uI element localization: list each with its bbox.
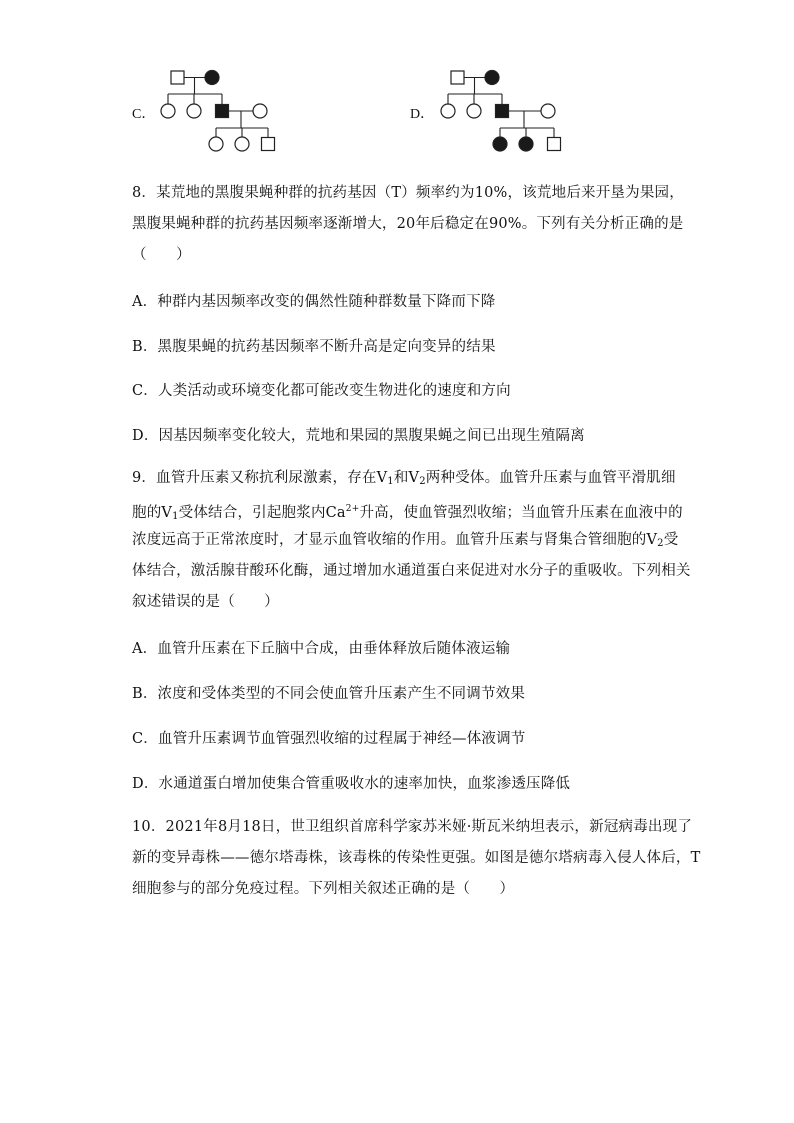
q8-stem-line-2: 黑腹果蝇种群的抗药基因频率逐渐增大，20年后稳定在90%。下列有关分析正确的是: [132, 216, 684, 232]
pedigree-d-son-wife: [541, 104, 555, 118]
q9-stem-line-2: 胞的$V_1$受体结合，引起胞浆内$Ca^{2+}$升高，使血管强烈收缩；当血管升压素在血液中的: [132, 504, 683, 522]
q9-stem-line-3: 浓度远高于正常浓度时，才显示血管收缩的作用。血管升压素与肾集合管细胞的$V_2$受: [132, 532, 679, 549]
q9-option-d[interactable]: D．水通道蛋白增加使集合管重吸收水的速率加快，血浆渗透压降低: [132, 776, 571, 792]
q8-stem-line-3: （ ）: [132, 247, 191, 263]
pedigree-c-grandchild-1: [209, 137, 223, 151]
q9-option-b[interactable]: B．浓度和受体类型的不同会使血管升压素产生不同调节效果: [132, 686, 526, 702]
option-c-label: C．: [132, 107, 156, 122]
pedigree-c-son-wife: [253, 104, 267, 118]
q8-option-a[interactable]: A．种群内基因频率改变的偶然性随种群数量下降而下降: [132, 294, 496, 310]
q8-stem-line-1: 8．某荒地的黑腹果蝇种群的抗药基因（T）频率约为10%，该荒地后来开垦为果园，: [132, 185, 684, 201]
q9-stem-line-4: 体结合，激活腺苷酸环化酶，通过增加水通道蛋白来促进对水分子的重吸收。下列相关: [132, 563, 691, 579]
q8-option-b[interactable]: B．黑腹果蝇的抗药基因频率不断升高是定向变异的结果: [132, 339, 496, 355]
q9-stem-line-1: 9．血管升压素又称抗利尿激素，存在$V_1$和$V_2$两种受体。血管升压素与血管平滑肌细: [132, 470, 676, 487]
q9-option-a[interactable]: A．血管升压素在下丘脑中合成，由垂体释放后随体液运输: [132, 641, 511, 657]
pedigree-c-father: [171, 71, 184, 84]
pedigree-d-grandchild-3: [548, 138, 561, 151]
pedigree-c-daughter-1: [161, 104, 175, 118]
pedigree-d-father: [451, 71, 464, 84]
pedigree-c-daughter-2: [187, 104, 201, 118]
pedigree-c-grandchild-2: [235, 137, 249, 151]
pedigree-c-son: [216, 105, 229, 118]
pedigree-c-grandchild-3: [262, 138, 275, 151]
pedigree-chart-d: [430, 66, 570, 156]
pedigree-c-mother: [205, 71, 219, 85]
pedigree-d-grandchild-2: [519, 137, 533, 151]
q9-stem-line-5: 叙述错误的是（ ）: [132, 594, 279, 610]
q8-option-d[interactable]: D．因基因频率变化较大，荒地和果园的黑腹果蝇之间已出现生殖隔离: [132, 428, 585, 444]
q10-stem-line-3: 细胞参与的部分免疫过程。下列相关叙述正确的是（ ）: [132, 881, 515, 897]
pedigree-chart-c: [150, 66, 290, 156]
pedigree-d-grandchild-1: [493, 137, 507, 151]
option-d-label: D．: [410, 107, 435, 122]
pedigree-d-daughter-1: [441, 104, 455, 118]
q10-stem-line-2: 新的变异毒株——德尔塔毒株，该毒株的传染性更强。如图是德尔塔病毒入侵人体后，T: [132, 850, 701, 866]
q10-stem-line-1: 10．2021年8月18日，世卫组织首席科学家苏米娅·斯瓦米纳坦表示，新冠病毒出现了: [132, 819, 693, 835]
pedigree-d-son: [496, 105, 509, 118]
q8-option-c[interactable]: C．人类活动或环境变化都可能改变生物进化的速度和方向: [132, 383, 511, 399]
q9-option-c[interactable]: C．血管升压素调节血管强烈收缩的过程属于神经—体液调节: [132, 731, 526, 747]
pedigree-d-daughter-2: [467, 104, 481, 118]
pedigree-d-mother: [485, 71, 499, 85]
